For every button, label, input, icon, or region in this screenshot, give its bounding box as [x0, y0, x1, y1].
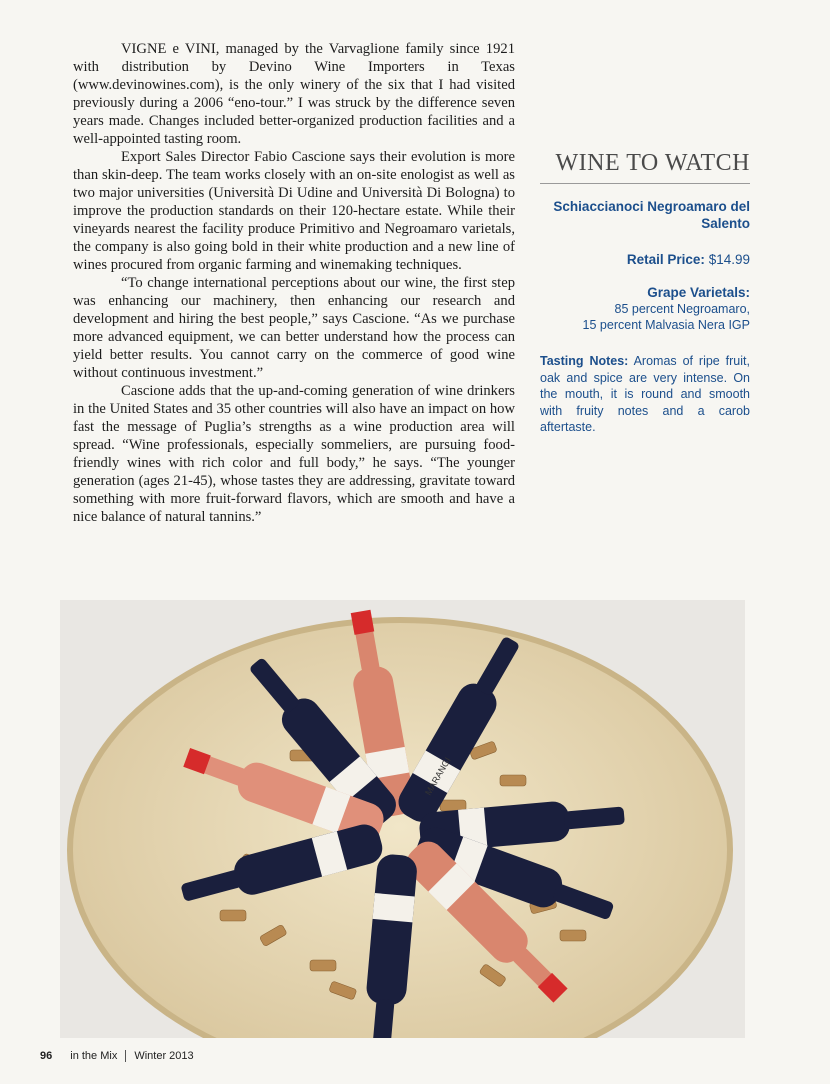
wine-bottles-photo: [60, 600, 745, 1038]
notes-text: Aromas of ripe fruit, oak and spice are very intense. On the mouth, it is round and smooth with fruity notes and a carob aftertaste.: [540, 354, 750, 434]
issue-date: Winter 2013: [134, 1050, 194, 1062]
price-value: $14.99: [708, 252, 750, 267]
varietals-label: Grape Varietals:: [647, 285, 750, 300]
price-label: Retail Price:: [626, 252, 705, 267]
wine-name: Schiaccianoci Negroamaro del Salento: [553, 199, 750, 231]
page-footer: [40, 1050, 194, 1062]
retail-price: [540, 252, 750, 267]
varietal-line: 15 percent Malvasia Nera IGP: [582, 318, 750, 332]
article-paragraph: “To change international perceptions about our wine, the first step was enhancing our machinery, then enhancing our research and development and hiring the best people,” says Cascione. “As we purchase more advanced equipment, we can better understand how the process can yield better results. You cannot carry on the commerce of good wine without continuous investment.”: [73, 275, 515, 381]
footer-divider: [125, 1050, 126, 1062]
bottles-illustration: [60, 600, 745, 1038]
wine-to-watch-sidebar: [540, 150, 750, 436]
publication-name: in the Mix: [70, 1050, 118, 1062]
notes-label: Tasting Notes:: [540, 354, 629, 368]
grape-varietals: [540, 285, 750, 333]
article-paragraph: VIGNE e VINI, managed by the Varvaglione family since 1921 with distribution by Devino Wine Importers in Texas (www.devinowines.com), is the only winery of the six that I had visited previously during a 2006 “eno-tour.” I was struck by the difference seven years made. Changes included better-organized production facilities and a well-appointed tasting room.: [73, 41, 515, 147]
article-paragraph: Export Sales Director Fabio Cascione says their evolution is more than skin-deep. The team works closely with an on-site enologist as well as two major universities (Università Di Udine and Università Di Bologna) to improve the production standards on their 120-hectare estate. While their vineyards nearest the facility produce Primitivo and Negroamaro varietals, the company is also going bold in their white production and a new line of wines procured from organic farming and winemaking techniques.: [73, 149, 515, 273]
article-paragraph: Cascione adds that the up-and-coming generation of wine drinkers in the United States and 35 other countries will also have an impact on how fast the message of Puglia’s strengths as a wine production area will spread. “Wine professionals, especially sommeliers, are pursuing food-friendly wines with rich color and full body,” he says. “The younger generation (ages 21-45), whose tastes they are addressing, gravitate toward something with more fruit-forward flavors, which are smooth and have a nice balance of natural tannins.”: [73, 383, 515, 525]
sidebar-title: WINE TO WATCH: [540, 150, 750, 184]
varietal-line: 85 percent Negroamaro,: [614, 302, 750, 316]
article-body: [73, 40, 515, 526]
bottle-label-text: MARANGI: [423, 755, 453, 797]
page-number: 96: [40, 1050, 53, 1062]
tasting-notes: [540, 353, 750, 436]
